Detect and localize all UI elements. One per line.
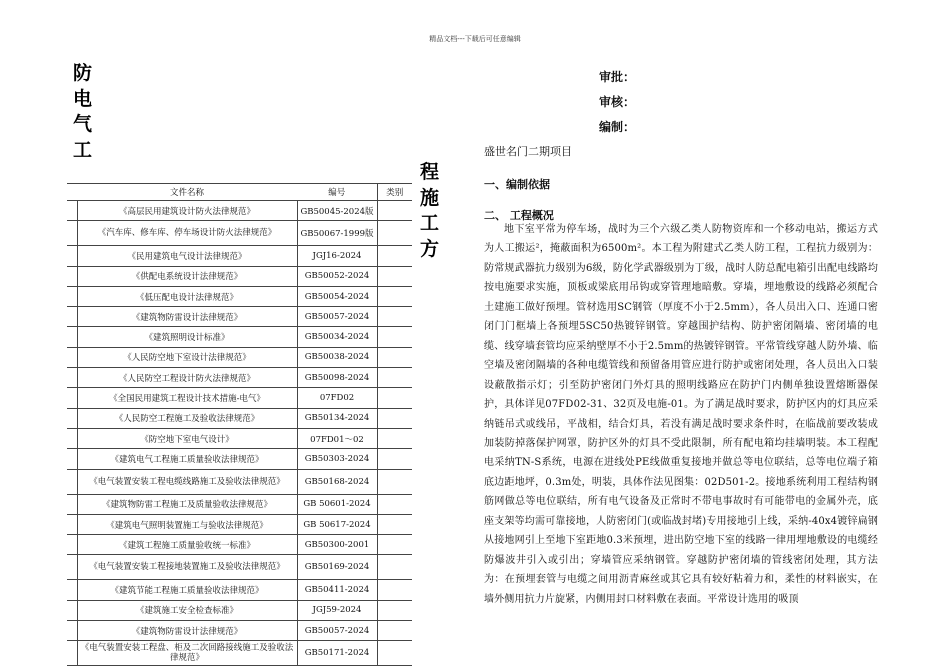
title-char: 防 (73, 62, 93, 84)
section-heading-basis: 一、编制依据 (484, 178, 550, 191)
table-row (67, 449, 412, 469)
table-row (67, 327, 412, 347)
table-cell-code: GB50045-2024版 (297, 201, 377, 221)
table-cell-name: 《建筑施工安全检查标准》 (77, 600, 297, 620)
table-cell-category (377, 514, 412, 534)
overview-body (484, 220, 878, 609)
table-cell-blank (67, 600, 77, 620)
table-cell-blank (67, 428, 77, 448)
table-cell-blank (67, 266, 77, 286)
table-cell-name: 《人民防空工程设计防火法律规范》 (77, 368, 297, 388)
table-cell-name: 《汽车库、修车库、停车场设计防火法律规范》 (77, 221, 297, 246)
table-cell-category (377, 246, 412, 266)
table-row (67, 246, 412, 266)
table-cell-category (377, 368, 412, 388)
table-cell-category (377, 408, 412, 428)
table-cell-blank (67, 307, 77, 327)
title-vertical-left (73, 61, 92, 163)
table-cell-category (377, 201, 412, 221)
table-cell-name: 《建筑物防雷工程施工及质量验收法律规范》 (77, 494, 297, 514)
table-row (67, 428, 412, 448)
section-heading-overview: 二、 工程概况 (484, 209, 554, 222)
table-cell-blank (67, 494, 77, 514)
table-cell-category (377, 347, 412, 367)
table-cell-blank (67, 514, 77, 534)
table-cell-code: GB50034-2024 (297, 327, 377, 347)
table-cell-code: GB50057-2024 (297, 307, 377, 327)
project-name: 盛世名门二期项目 (484, 145, 572, 158)
overview-paragraph: 地下室平常为停车场，战时为三个六级乙类人防物资库和一个移动电站，搬运方式为人工搬运²，掩蔽面积为6500m²。本工程为附建式乙类人防工程，工程抗力级别为：防常规武器抗力级别为6级，防化学武器级别为丁级，战时人防总配电箱引出配电线路均按电施要求实施，顶板或梁底用吊钩或穿管理地暗敷。穿墙，埋地敷设的线路必须配合土建施工做好预埋。管材选用SC钢管（厚度不小于2.5mm），各人员出入口、连通口密闭门门框墙上各预埋5SC50热镀锌钢管。穿越围护结构、防护密闭隔墙、密闭墙的电缆、线穿墙套管均应采纳壁厚不小于2.5mm的热镀锌钢管。平常管线穿越人防外墙、临空墙及密闭隔墙的各种电缆管线和预留备用管应进行防护或密闭处理，各人员出入口装设蔽散指示灯；引至防护密闭门外灯具的照明线路应在防护门内侧单独设置熔断器保护，具体详见07FD02-31、32页及电施-01。为了满足战时要求，防护区内的灯具应采纳链吊式或线吊，平战相，结合灯具，若没有满足战时要求条件时，在临战前要改装成加装防掉落保护网罩，防护区外的灯具不受此限制，所有配电箱均挂墙明装。本工程配电采纳TN-S系统，电源在进线处PE线做重复接地并做总等电位联结，总等电位端子箱底边距地坪，0.3m处，明装，具体作法见图集：02D501-2。接地系统利用工程结构钢筋网做总等电位联结，所有电气设备及正常时不带电事故时有可能带电的金属外壳，底座支架等均需可靠接地，人防密闭门(或临战封堵)专用接地引上线，采纳-40x4镀锌扁钢从接地网引上至地下室距地0.3米预埋，进出防空地下室的线路一律用埋地敷设的电缆经防爆波井引入或引出；穿墙管应采纳钢管。穿越防护密闭墙的管线密闭处理，其方法为：在预埋套管与电缆之间用沥青麻丝或其它具有较好粘着力和，柔性的材料嵌实，在墙外侧用抗力片旋紧，内侧用封口材料敷在表面。平常设计选用的吸顶 (484, 224, 878, 605)
table-cell-name: 《建筑工程施工质量验收统一标准》 (77, 535, 297, 555)
table-row (67, 469, 412, 494)
table-cell-category (377, 555, 412, 580)
title-char: 气 (73, 113, 93, 136)
title-char: 工 (73, 138, 93, 161)
table-row (67, 388, 412, 408)
compile-label: 编制： (599, 120, 636, 134)
title-vertical-middle (420, 160, 439, 262)
table-cell-name: 《电气装置安装工程接地装置施工及验收法律规范》 (77, 555, 297, 580)
table-body (67, 201, 412, 666)
title-char: 方 (420, 237, 440, 260)
table-row (67, 266, 412, 286)
table-cell-category (377, 621, 412, 641)
table-cell-code: GB50057-2024 (297, 621, 377, 641)
table-row (67, 201, 412, 221)
table-row (67, 621, 412, 641)
table-header-name: 文件名称 (77, 184, 297, 201)
table-row (67, 580, 412, 600)
table-cell-name: 《建筑电气照明装置施工与验收法律规范》 (77, 514, 297, 534)
table-row (67, 221, 412, 246)
table-cell-name: 《全国民用建筑工程设计技术措施-电气》 (77, 388, 297, 408)
table-cell-code: JGJ59-2024 (297, 600, 377, 620)
table-row (67, 600, 412, 620)
table-cell-name: 《防空地下室电气设计》 (77, 428, 297, 448)
table-cell-name: 《人民防空地下室设计法律规范》 (77, 347, 297, 367)
table-row (67, 494, 412, 514)
table-cell-name: 《建筑物防雷设计法律规范》 (77, 307, 297, 327)
table-cell-code: GB50411-2024 (297, 580, 377, 600)
table-cell-code: GB50169-2024 (297, 555, 377, 580)
table-cell-code: GB50052-2024 (297, 266, 377, 286)
table-cell-blank (67, 327, 77, 347)
table-cell-name: 《建筑电气工程施工质量验收法律规范》 (77, 449, 297, 469)
table-cell-category (377, 641, 412, 666)
table-header-category: 类别 (377, 184, 412, 201)
table-cell-code: GB50168-2024 (297, 469, 377, 494)
table-cell-name: 《电气装置安装工程电缆线路施工及验收法律规范》 (77, 469, 297, 494)
table-cell-category (377, 535, 412, 555)
table-cell-name: 《建筑节能工程施工质量验收法律规范》 (77, 580, 297, 600)
table-cell-blank (67, 347, 77, 367)
table-cell-blank (67, 621, 77, 641)
table-cell-code: GB50303-2024 (297, 449, 377, 469)
table-cell-blank (67, 368, 77, 388)
table-cell-name: 《建筑物防雷设计法律规范》 (77, 621, 297, 641)
table-row (67, 286, 412, 306)
review-label: 审核： (599, 95, 636, 109)
table-row (67, 641, 412, 666)
table-cell-blank (67, 449, 77, 469)
table-cell-blank (67, 221, 77, 246)
approve-label: 审批： (599, 70, 636, 84)
table-cell-blank (67, 246, 77, 266)
table-cell-code: GB50038-2024 (297, 347, 377, 367)
table-cell-blank (67, 555, 77, 580)
table-cell-name: 《建筑照明设计标准》 (77, 327, 297, 347)
table-cell-code: GB50098-2024 (297, 368, 377, 388)
table-cell-code: GB 50601-2024 (297, 494, 377, 514)
table-cell-name: 《低压配电设计法律规范》 (77, 286, 297, 306)
table-cell-code: 07FD01～02 (297, 428, 377, 448)
table-cell-blank (67, 535, 77, 555)
table-cell-blank (67, 580, 77, 600)
table-cell-blank (67, 408, 77, 428)
table-row (67, 555, 412, 580)
table-cell-code: JGJ16-2024 (297, 246, 377, 266)
standards-table (67, 183, 412, 666)
table-cell-category (377, 327, 412, 347)
table-header-blank (67, 184, 77, 201)
table-cell-category (377, 600, 412, 620)
table-cell-code: GB50134-2024 (297, 408, 377, 428)
table-cell-name: 《高层民用建筑设计防火法律规范》 (77, 201, 297, 221)
table-cell-category (377, 494, 412, 514)
table-cell-code: GB50067-1999版 (297, 221, 377, 246)
table-cell-blank (67, 469, 77, 494)
table-cell-code: GB50171-2024 (297, 641, 377, 666)
table-row (67, 535, 412, 555)
table-cell-category (377, 221, 412, 246)
table-cell-blank (67, 641, 77, 666)
table-cell-code: 07FD02 (297, 388, 377, 408)
table-cell-category (377, 307, 412, 327)
table-cell-name: 《人民防空工程施工及验收法律规范》 (77, 408, 297, 428)
table-cell-code: GB50300-2001 (297, 535, 377, 555)
table-cell-name: 《民用建筑电气设计法律规范》 (77, 246, 297, 266)
title-char: 工 (420, 212, 440, 235)
table-cell-category (377, 286, 412, 306)
table-cell-category (377, 469, 412, 494)
table-cell-blank (67, 201, 77, 221)
table-row (67, 514, 412, 534)
table-cell-code: GB 50617-2024 (297, 514, 377, 534)
table-cell-name: 《电气装置安装工程盘、柜及二次回路接线施工及验收法律规范》 (77, 641, 297, 666)
title-char: 施 (420, 186, 440, 209)
table-cell-category (377, 449, 412, 469)
table-header-row (67, 184, 412, 201)
table-row (67, 347, 412, 367)
table-header-code: 编号 (297, 184, 377, 201)
table-cell-category (377, 388, 412, 408)
table-cell-name: 《供配电系统设计法律规范》 (77, 266, 297, 286)
table-cell-category (377, 266, 412, 286)
table-cell-category (377, 428, 412, 448)
title-char: 程 (420, 161, 440, 183)
table-row (67, 368, 412, 388)
table-row (67, 307, 412, 327)
table-cell-category (377, 580, 412, 600)
table-cell-blank (67, 286, 77, 306)
table-row (67, 408, 412, 428)
document-header-note: 精品文档---下载后可任意编辑 (429, 35, 521, 43)
table-cell-blank (67, 388, 77, 408)
title-char: 电 (73, 87, 93, 110)
table-cell-code: GB50054-2024 (297, 286, 377, 306)
